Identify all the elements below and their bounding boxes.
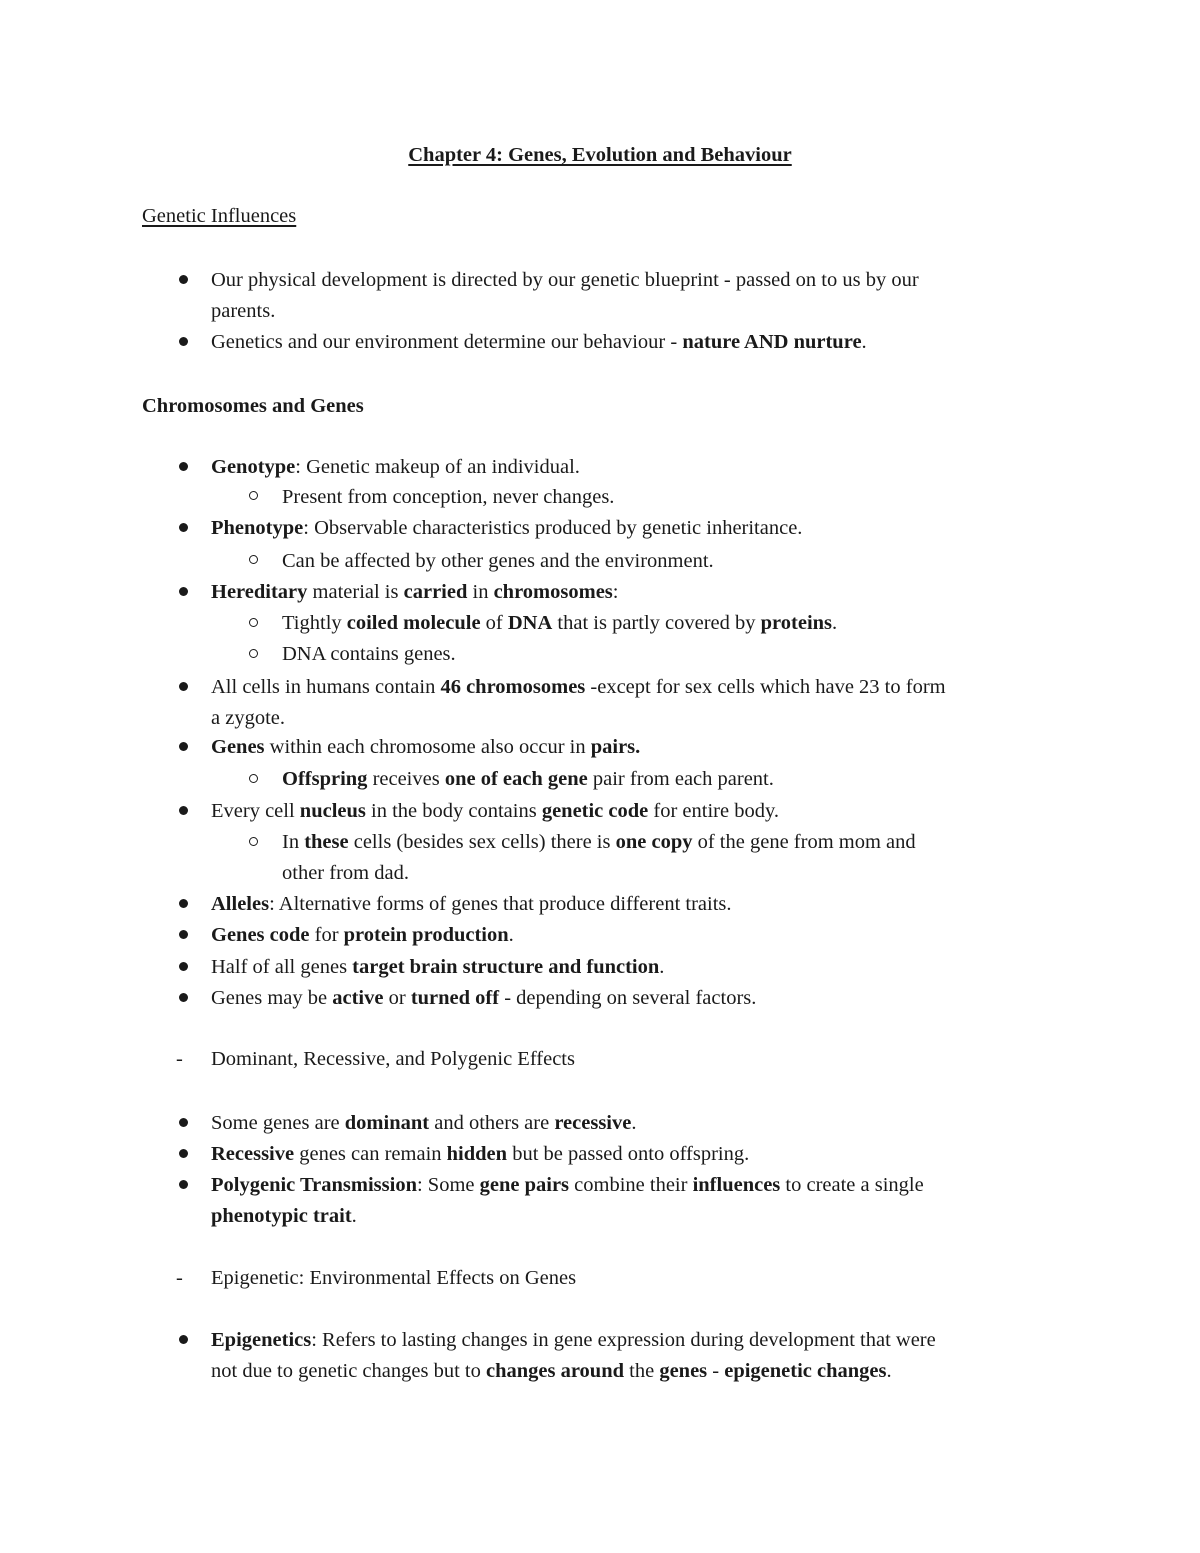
sub-bullet-icon bbox=[249, 774, 258, 783]
list-item: Hereditary material is carried in chromosomes: bbox=[211, 581, 619, 603]
bullet-icon bbox=[179, 1335, 188, 1344]
sub-list-item: Can be affected by other genes and the environment. bbox=[282, 550, 714, 572]
bullet-icon bbox=[179, 1149, 188, 1158]
bullet-icon bbox=[179, 275, 188, 284]
sub-bullet-icon bbox=[249, 491, 258, 500]
section-heading-dominant-recessive: Dominant, Recessive, and Polygenic Effects bbox=[211, 1048, 575, 1070]
list-item-continuation: parents. bbox=[211, 300, 276, 322]
list-item: All cells in humans contain 46 chromosomes -except for sex cells which have 23 to form bbox=[211, 676, 946, 698]
list-item: Half of all genes target brain structure and function. bbox=[211, 956, 665, 978]
list-item-continuation: not due to genetic changes but to changes around the genes - epigenetic changes. bbox=[211, 1360, 892, 1382]
dash-marker: - bbox=[176, 1048, 183, 1070]
bullet-icon bbox=[179, 899, 188, 908]
bullet-icon bbox=[179, 993, 188, 1002]
sub-list-item: Tightly coiled molecule of DNA that is partly covered by proteins. bbox=[282, 612, 838, 634]
page-title: Chapter 4: Genes, Evolution and Behaviour bbox=[408, 144, 792, 166]
bullet-icon bbox=[179, 930, 188, 939]
list-item: Genotype: Genetic makeup of an individual. bbox=[211, 456, 580, 478]
list-item: Genes within each chromosome also occur in pairs. bbox=[211, 736, 641, 758]
sub-bullet-icon bbox=[249, 649, 258, 658]
section-heading-epigenetic: Epigenetic: Environmental Effects on Genes bbox=[211, 1267, 577, 1289]
list-item: Genetics and our environment determine our behaviour - nature AND nurture. bbox=[211, 331, 867, 353]
list-item: Every cell nucleus in the body contains genetic code for entire body. bbox=[211, 800, 780, 822]
bullet-icon bbox=[179, 1180, 188, 1189]
bullet-icon bbox=[179, 962, 188, 971]
bullet-icon bbox=[179, 682, 188, 691]
sub-list-item-continuation: other from dad. bbox=[282, 862, 409, 884]
bullet-icon bbox=[179, 337, 188, 346]
sub-list-item: Offspring receives one of each gene pair from each parent. bbox=[282, 768, 774, 790]
sub-list-item: Present from conception, never changes. bbox=[282, 486, 615, 508]
list-item: Our physical development is directed by our genetic blueprint - passed on to us by our bbox=[211, 269, 919, 291]
list-item-continuation: a zygote. bbox=[211, 707, 285, 729]
section-heading-chromosomes-and-genes: Chromosomes and Genes bbox=[142, 395, 364, 417]
bullet-icon bbox=[179, 1118, 188, 1127]
sub-list-item: DNA contains genes. bbox=[282, 643, 456, 665]
list-item: Genes code for protein production. bbox=[211, 924, 514, 946]
list-item: Phenotype: Observable characteristics produced by genetic inheritance. bbox=[211, 517, 803, 539]
bullet-icon bbox=[179, 462, 188, 471]
list-item: Alleles: Alternative forms of genes that produce different traits. bbox=[211, 893, 732, 915]
sub-bullet-icon bbox=[249, 618, 258, 627]
list-item: Epigenetics: Refers to lasting changes in gene expression during development that were bbox=[211, 1329, 936, 1351]
sub-bullet-icon bbox=[249, 837, 258, 846]
bullet-icon bbox=[179, 742, 188, 751]
list-item: Polygenic Transmission: Some gene pairs combine their influences to create a single bbox=[211, 1174, 924, 1196]
bullet-icon bbox=[179, 806, 188, 815]
list-item-continuation: phenotypic trait. bbox=[211, 1205, 357, 1227]
list-item: Some genes are dominant and others are recessive. bbox=[211, 1112, 637, 1134]
dash-marker: - bbox=[176, 1267, 183, 1289]
list-item: Genes may be active or turned off - depending on several factors. bbox=[211, 987, 757, 1009]
bullet-icon bbox=[179, 587, 188, 596]
sub-bullet-icon bbox=[249, 555, 258, 564]
sub-list-item: In these cells (besides sex cells) there is one copy of the gene from mom and bbox=[282, 831, 916, 853]
bullet-icon bbox=[179, 523, 188, 532]
list-item: Recessive genes can remain hidden but be passed onto offspring. bbox=[211, 1143, 750, 1165]
section-heading-genetic-influences: Genetic Influences bbox=[142, 205, 297, 227]
